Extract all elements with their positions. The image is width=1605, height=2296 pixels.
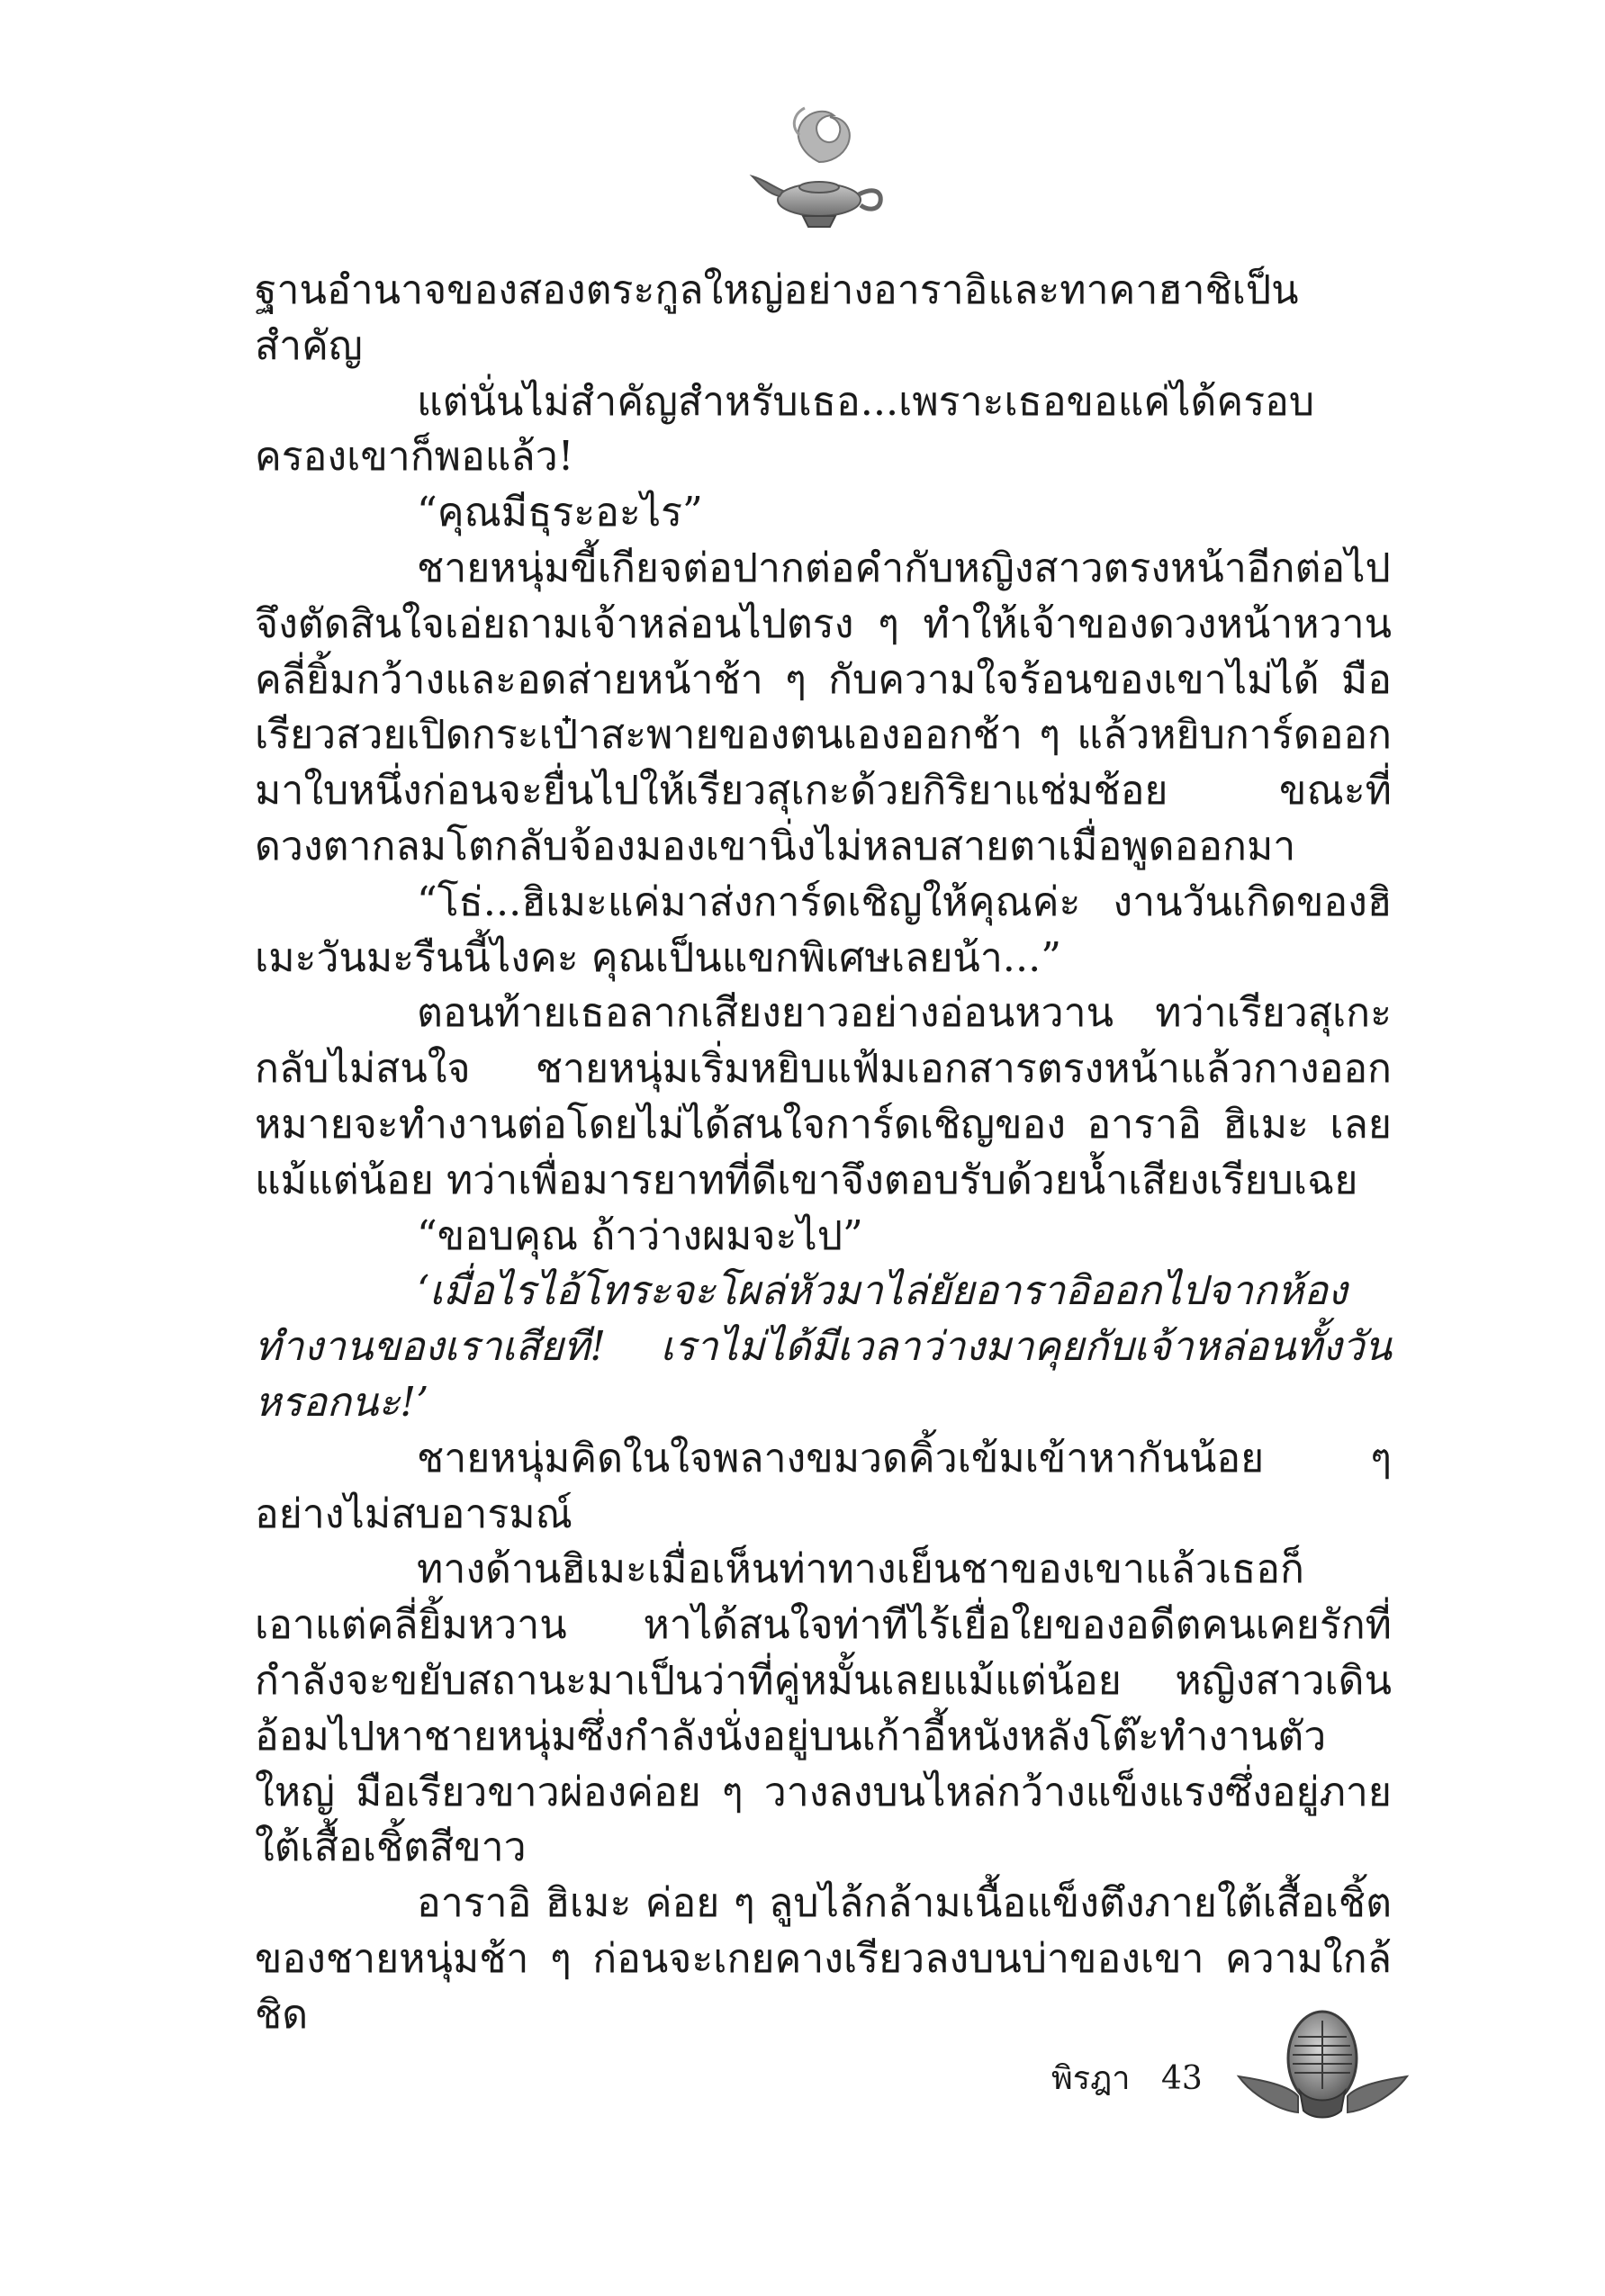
paragraph: ชายหนุ่มขี้เกียจต่อปากต่อคำกับหญิงสาวตรงหน้าอีกต่อไปจึงตัดสินใจเอ่ยถามเจ้าหล่อนไปตรง ๆ ทำให้เจ้าของดวงหน้าหวานคลี่ยิ้มกว้างและอดส่ายหน้าช้า ๆ กับความใจร้อนของเขาไม่ได้ มือเรียวสวยเปิดกระเป๋าสะพายของตนเองออกช้า ๆ แล้วหยิบการ์ดออกมาใบหนึ่งก่อนจะยื่นไปให้เรียวสุเกะด้วยกิริยาแช่มช้อย ขณะที่ดวงตากลมโตกลับจ้องมองเขานิ่งไม่หลบสายตาเมื่อพูดออกมา — [255, 545, 1392, 869]
paragraph-inner-thought: ‘เมื่อไรไอ้โทระจะโผล่หัวมาไล่ยัยอาราอิออกไปจากห้องทำงานของเราเสียที! เราไม่ได้มีเวลาว่างมาคุยกับเจ้าหล่อนทั้งวันหรอกนะ!’ — [255, 1268, 1392, 1426]
author-name: พิรฎา — [1051, 2060, 1131, 2097]
paragraph: ชายหนุ่มคิดในใจพลางขมวดคิ้วเข้มเข้าหากันน้อย ๆ อย่างไม่สบอารมณ์ — [255, 1435, 1392, 1537]
paragraph: อาราอิ ฮิเมะ ค่อย ๆ ลูบไล้กล้ามเนื้อแข็งตึงภายใต้เสื้อเชิ้ตของชายหนุ่มช้า ๆ ก่อนจะเกยคางเรียวลงบนบ่าของเขา ความใกล้ชิด — [255, 1880, 1392, 2038]
magic-lamp-icon — [747, 99, 891, 234]
body-text — [255, 263, 1392, 2043]
paragraph: “คุณมีธุระอะไร” — [417, 490, 703, 536]
page-number: 43 — [1161, 2060, 1203, 2097]
kendo-mask-icon — [1235, 2003, 1411, 2129]
paragraph: ทางด้านฮิเมะเมื่อเห็นท่าทางเย็นชาของเขาแล้วเธอก็เอาแต่คลี่ยิ้มหวาน หาได้สนใจท่าทีไร้เยื่อใยของอดีตคนเคยรักที่กำลังจะขยับสถานะมาเป็นว่าที่คู่หมั้นเลยแม้แต่น้อย หญิงสาวเดินอ้อมไปหาชายหนุ่มซึ่งกำลังนั่งอยู่บนเก้าอี้หนังหลังโต๊ะทำงานตัวใหญ่ มือเรียวขาวผ่องค่อย ๆ วางลงบนไหล่กว้างแข็งแรงซึ่งอยู่ภายใต้เสื้อเชิ้ตสีขาว — [255, 1546, 1392, 1871]
paragraph: “โธ่...ฮิเมะแค่มาส่งการ์ดเชิญให้คุณค่ะ งานวันเกิดของฮิเมะวันมะรืนนี้ไงคะ คุณเป็นแขกพิเศษเลยน้า...” — [255, 878, 1392, 981]
paragraph: “ขอบคุณ ถ้าว่างผมจะไป” — [417, 1212, 863, 1259]
paragraph: ฐานอำนาจของสองตระกูลใหญ่อย่างอาราอิและทาคาฮาชิเป็นสำคัญ — [255, 267, 1299, 369]
paragraph: แต่นั่นไม่สำคัญสำหรับเธอ...เพราะเธอขอแค่ได้ครอบครองเขาก็พอแล้ว! — [255, 378, 1315, 481]
paragraph: ตอนท้ายเธอลากเสียงยาวอย่างอ่อนหวาน ทว่าเรียวสุเกะกลับไม่สนใจ ชายหนุ่มเริ่มหยิบแฟ้มเอกสารตรงหน้าแล้วกางออกหมายจะทำงานต่อโดยไม่ได้สนใจการ์ดเชิญของ อาราอิ ฮิเมะ เลยแม้แต่น้อย ทว่าเพื่อมารยาทที่ดีเขาจึงตอบรับด้วยน้ำเสียงเรียบเฉย — [255, 990, 1392, 1203]
